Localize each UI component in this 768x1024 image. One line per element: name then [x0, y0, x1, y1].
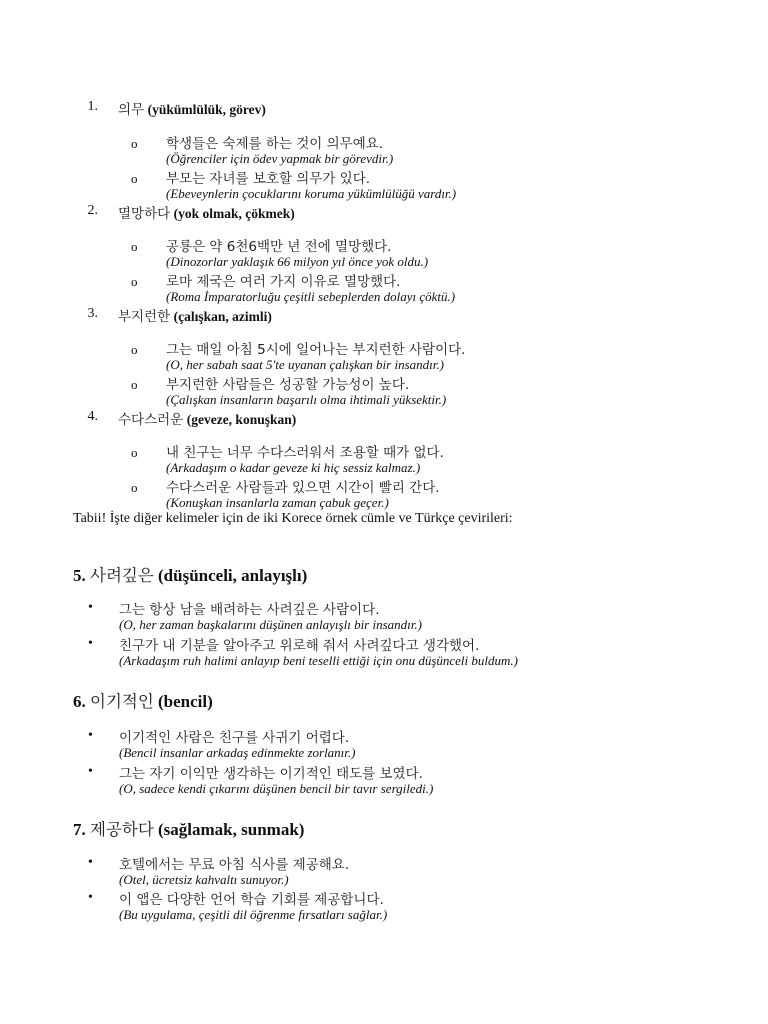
term-meaning: (düşünceli, anlayışlı) [158, 566, 308, 585]
bullet-icon: • [88, 890, 93, 905]
example-korean: 공룡은 약 6천6백만 년 전에 멸망했다. [166, 239, 392, 255]
example-korean: 부모는 자녀를 보호할 의무가 있다. [166, 171, 371, 187]
list-number: 4. [87, 409, 98, 424]
example-korean: 수다스러운 사람들과 있으면 시간이 빨리 간다. [166, 480, 440, 496]
example-translation: (O, her sabah saat 5'te uyanan çalışkan bir insandır.) [166, 357, 444, 372]
bullet-icon: • [88, 600, 93, 615]
example-korean: 학생들은 숙제를 하는 것이 의무예요. [166, 136, 384, 152]
term-meaning: (sağlamak, sunmak) [158, 820, 305, 839]
section-heading [73, 816, 304, 840]
example-translation: (Bu uygulama, çeşitli dil öğrenme fırsatları sağlar.) [119, 907, 388, 922]
example-translation: (O, her zaman başkalarını düşünen anlayışlı bir insandır.) [119, 617, 422, 632]
term-meaning: (bencil) [158, 692, 213, 711]
example-translation: (Otel, ücretsiz kahvaltı sunuyor.) [119, 872, 289, 887]
korean-term: 멸망하다 [118, 206, 171, 222]
example-translation: (Çalışkan insanların başarılı olma ihtimali yüksektir.) [166, 392, 447, 407]
bullet-icon: • [88, 764, 93, 779]
section-heading [73, 562, 307, 586]
list-number: 3. [87, 306, 98, 321]
example-translation: (Bencil insanlar arkadaş edinmekte zorlanır.) [119, 745, 356, 760]
example-translation: (Arkadaşım o kadar geveze ki hiç sessiz kalmaz.) [166, 460, 421, 475]
bullet-icon: o [131, 480, 138, 495]
korean-term: 제공하다 [90, 820, 154, 839]
example-korean: 그는 항상 남을 배려하는 사려깊은 사람이다. [119, 602, 380, 618]
example-translation: (Dinozorlar yaklaşık 66 milyon yıl önce yok oldu.) [166, 254, 429, 269]
term-meaning: (yükümlülük, görev) [147, 102, 266, 117]
term-meaning: (yok olmak, çökmek) [173, 206, 295, 221]
example-korean: 이 앱은 다양한 언어 학습 기회를 제공합니다. [119, 892, 384, 908]
bullet-icon: o [131, 239, 138, 254]
korean-term: 부지런한 [118, 309, 171, 325]
heading-number: 6. [73, 692, 86, 711]
bullet-icon: o [131, 445, 138, 460]
term-meaning: (geveze, konuşkan) [186, 412, 297, 427]
bullet-icon: o [131, 171, 138, 186]
heading-number: 7. [73, 820, 86, 839]
example-translation: (Konuşkan insanlarla zaman çabuk geçer.) [166, 495, 389, 510]
bullet-icon: o [131, 377, 138, 392]
term-meaning: (çalışkan, azimli) [173, 309, 272, 324]
example-translation: (Arkadaşım ruh halimi anlayıp beni teselli ettiği için onu düşünceli buldum.) [119, 653, 518, 668]
bullet-icon: • [88, 728, 93, 743]
korean-term: 사려깊은 [90, 566, 154, 585]
example-translation: (Roma İmparatorluğu çeşitli sebeplerden dolayı çöktü.) [166, 289, 456, 304]
korean-term: 수다스러운 [118, 412, 184, 428]
heading-number: 5. [73, 566, 86, 585]
example-translation: (Ebeveynlerin çocuklarını koruma yükümlülüğü vardır.) [166, 186, 457, 201]
korean-term: 의무 [118, 102, 145, 118]
list-number: 2. [87, 203, 98, 218]
bullet-icon: • [88, 636, 93, 651]
example-korean: 로마 제국은 여러 가지 이유로 멸망했다. [166, 274, 401, 290]
term-line [118, 305, 272, 326]
bullet-icon: • [88, 855, 93, 870]
example-korean: 그는 자기 이익만 생각하는 이기적인 태도를 보였다. [119, 766, 423, 782]
example-translation: (O, sadece kendi çıkarını düşünen bencil bir tavır sergiledi.) [119, 781, 434, 796]
example-korean: 이기적인 사람은 친구를 사귀기 어렵다. [119, 730, 350, 746]
list-number: 1. [87, 99, 98, 114]
example-korean: 부지런한 사람들은 성공할 가능성이 높다. [166, 377, 410, 393]
section-heading [73, 688, 213, 712]
example-korean: 호텔에서는 무료 아침 식사를 제공해요. [119, 857, 350, 873]
intro-paragraph: Tabii! İşte diğer kelimeler için de iki Korece örnek cümle ve Türkçe çevirileri: [73, 511, 513, 526]
example-korean: 친구가 내 기분을 알아주고 위로해 줘서 사려깊다고 생각했어. [119, 638, 480, 654]
term-line [118, 408, 296, 429]
term-line [118, 98, 266, 119]
bullet-icon: o [131, 342, 138, 357]
bullet-icon: o [131, 274, 138, 289]
example-korean: 내 친구는 너무 수다스러워서 조용할 때가 없다. [166, 445, 444, 461]
example-korean: 그는 매일 아침 5시에 일어나는 부지런한 사람이다. [166, 342, 466, 358]
bullet-icon: o [131, 136, 138, 151]
term-line [118, 202, 295, 223]
korean-term: 이기적인 [90, 692, 154, 711]
example-translation: (Öğrenciler için ödev yapmak bir görevdir.) [166, 151, 394, 166]
